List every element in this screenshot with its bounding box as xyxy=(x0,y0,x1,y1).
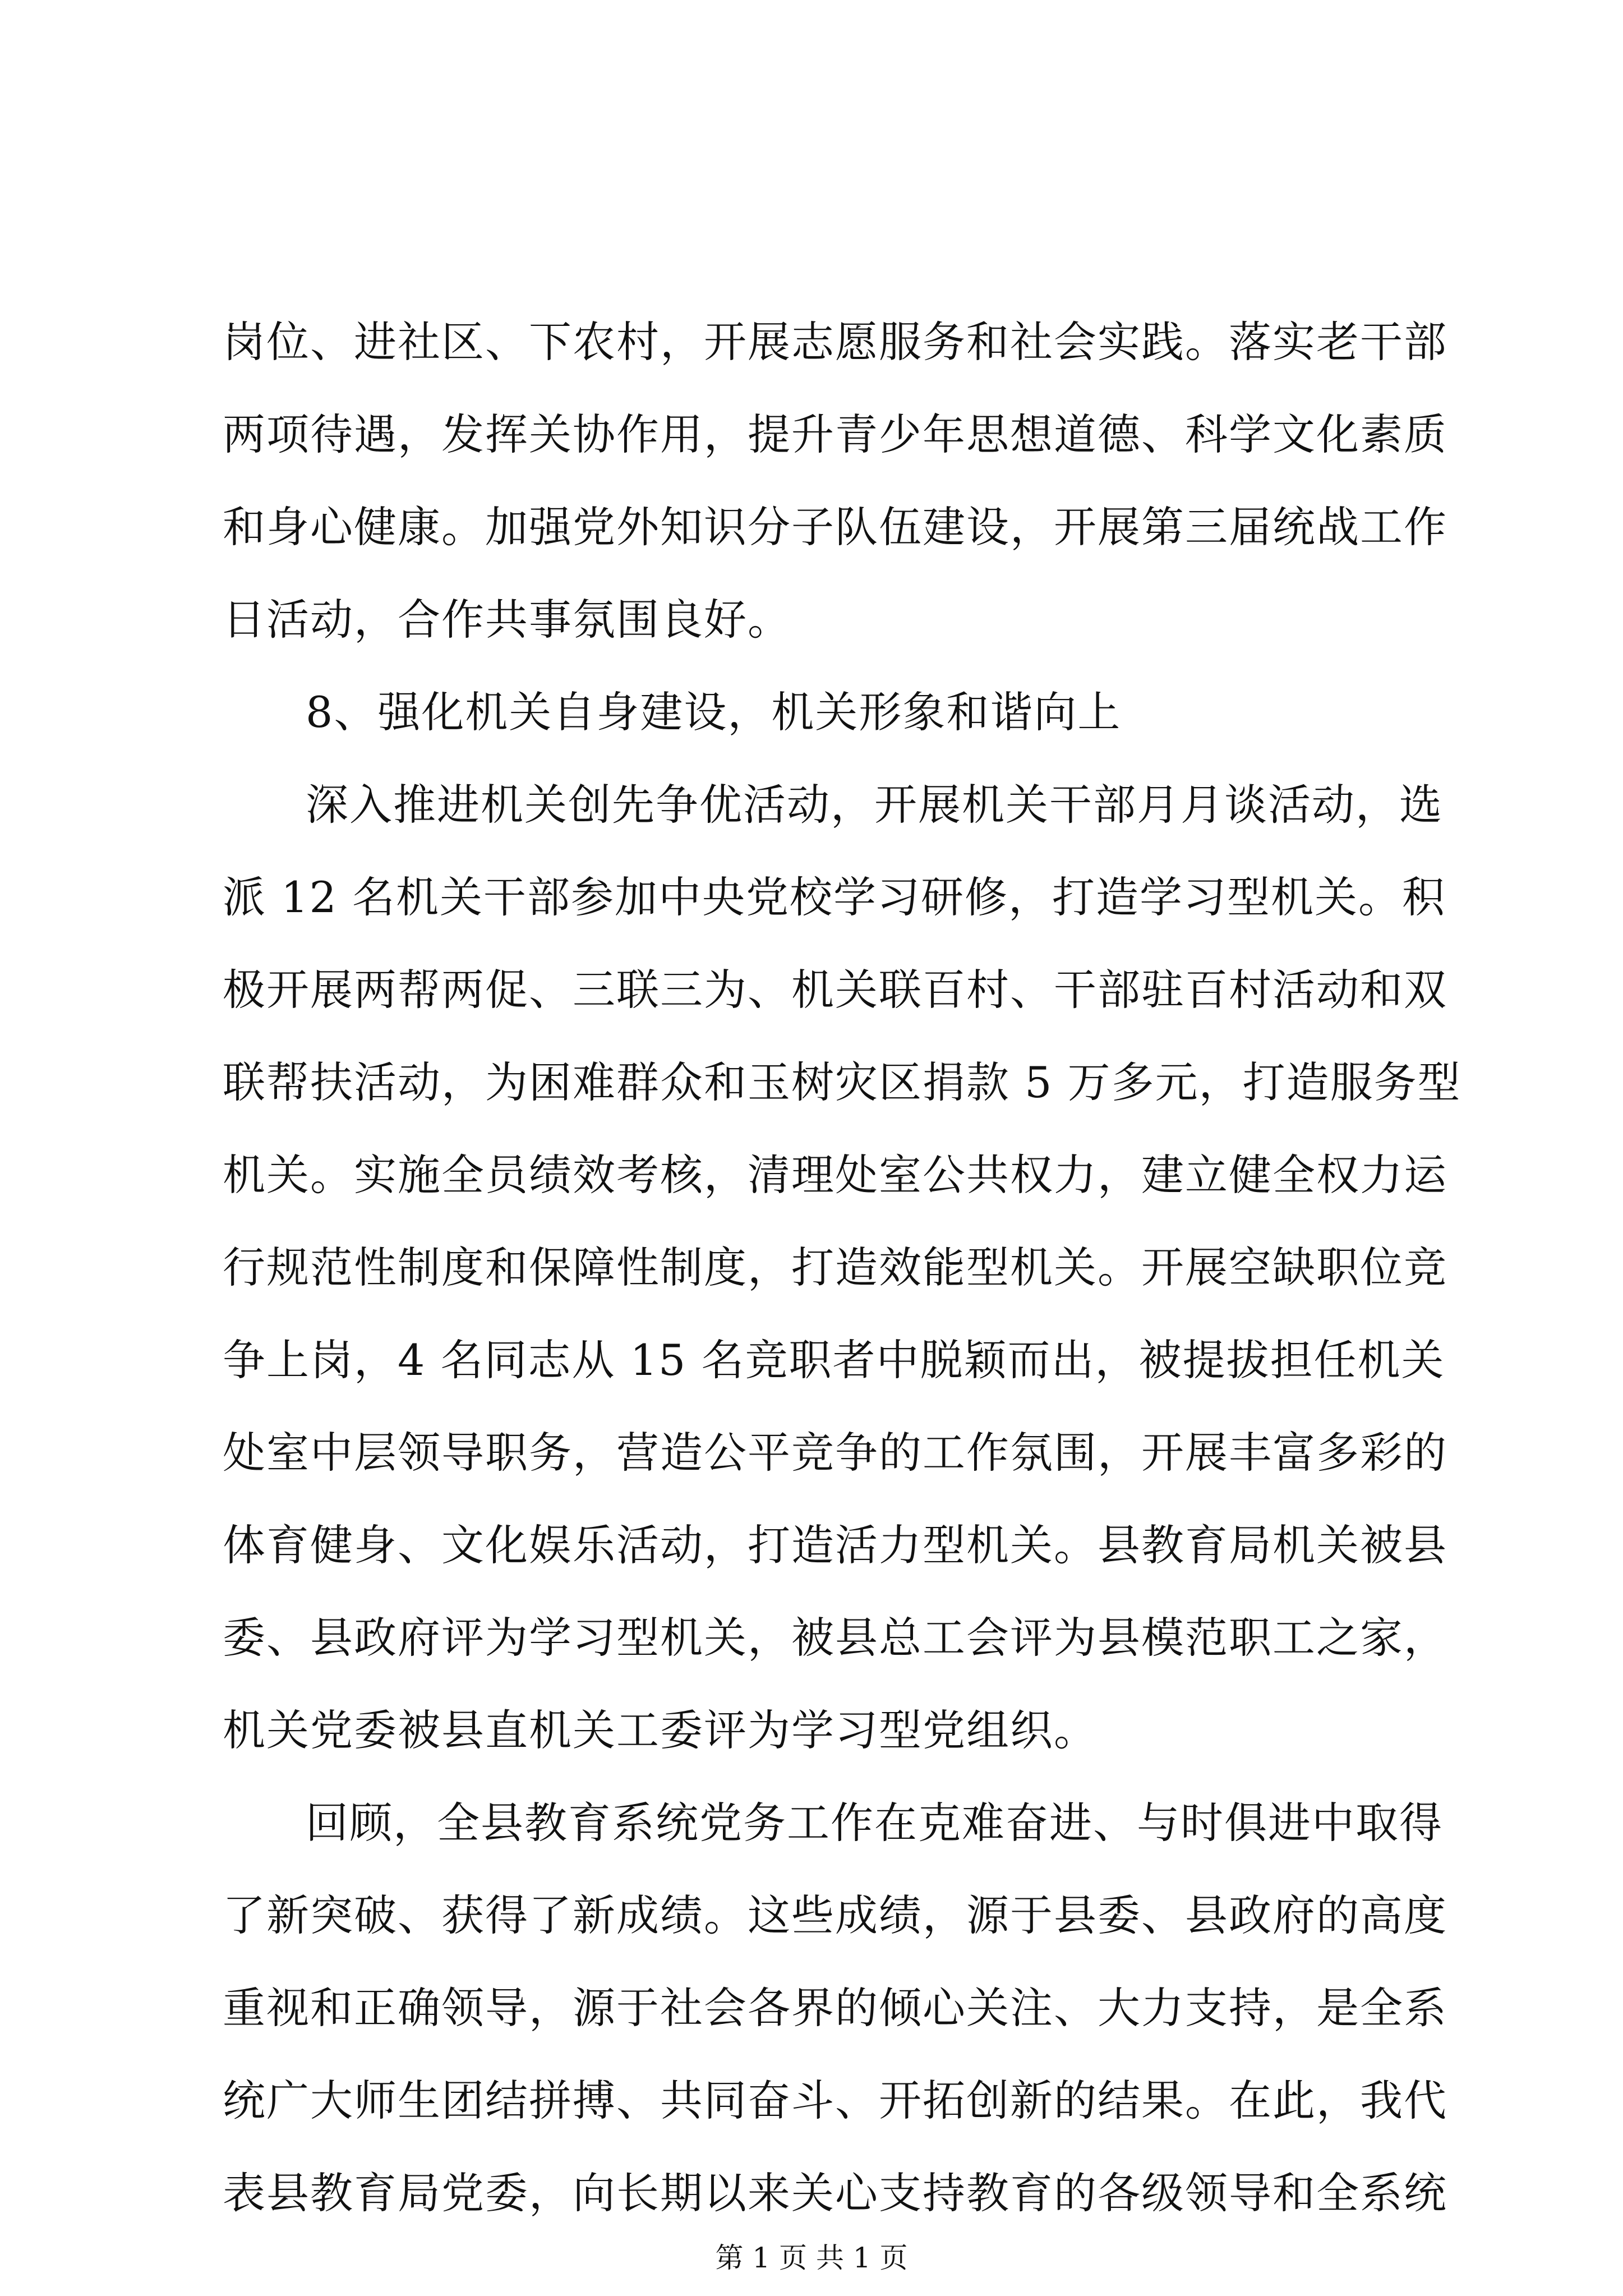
text-line: 委、县政府评为学习型机关，被县总工会评为县模范职工之家， xyxy=(223,1613,1447,1663)
section-heading: 8、强化机关自身建设，机关形象和谐向上 xyxy=(306,687,1122,737)
text-line: 和身心健康。加强党外知识分子队伍建设，开展第三届统战工作 xyxy=(223,502,1447,552)
text-line: 回顾，全县教育系统党务工作在克难奋进、与时俱进中取得 xyxy=(306,1798,1443,1848)
text-line: 处室中层领导职务，营造公平竞争的工作氛围，开展丰富多彩的 xyxy=(223,1428,1447,1478)
text-line: 表县教育局党委，向长期以来关心支持教育的各级领导和全系统 xyxy=(223,2168,1447,2218)
text-line: 深入推进机关创先争优活动，开展机关干部月月谈活动，选 xyxy=(306,780,1443,830)
text-line: 派 12 名机关干部参加中央党校学习研修，打造学习型机关。积 xyxy=(223,872,1446,922)
text-line: 两项待遇，发挥关协作用，提升青少年思想道德、科学文化素质 xyxy=(223,409,1447,459)
text-line: 重视和正确领导，源于社会各界的倾心关注、大力支持，是全系 xyxy=(223,1983,1447,2033)
text-line: 统广大师生团结拼搏、共同奋斗、开拓创新的结果。在此，我代 xyxy=(223,2076,1447,2125)
text-line: 联帮扶活动，为困难群众和玉树灾区捐款 5 万多元，打造服务型 xyxy=(223,1057,1461,1107)
text-line: 机关。实施全员绩效考核，清理处室公共权力，建立健全权力运 xyxy=(223,1150,1447,1200)
text-line: 机关党委被县直机关工委评为学习型党组织。 xyxy=(223,1705,1098,1755)
text-line: 体育健身、文化娱乐活动，打造活力型机关。县教育局机关被县 xyxy=(223,1520,1447,1570)
text-line: 了新突破、获得了新成绩。这些成绩，源于县委、县政府的高度 xyxy=(223,1890,1447,1940)
text-line: 岗位、进社区、下农村，开展志愿服务和社会实践。落实老干部 xyxy=(223,317,1447,367)
text-line: 日活动，合作共事氛围良好。 xyxy=(223,595,791,645)
text-line: 行规范性制度和保障性制度，打造效能型机关。开展空缺职位竞 xyxy=(223,1243,1447,1292)
text-line: 争上岗，4 名同志从 15 名竞职者中脱颖而出，被提拔担任机关 xyxy=(223,1335,1445,1385)
text-line: 极开展两帮两促、三联三为、机关联百村、干部驻百村活动和双 xyxy=(223,965,1447,1015)
page-footer: 第 1 页 共 1 页 xyxy=(715,2242,908,2274)
